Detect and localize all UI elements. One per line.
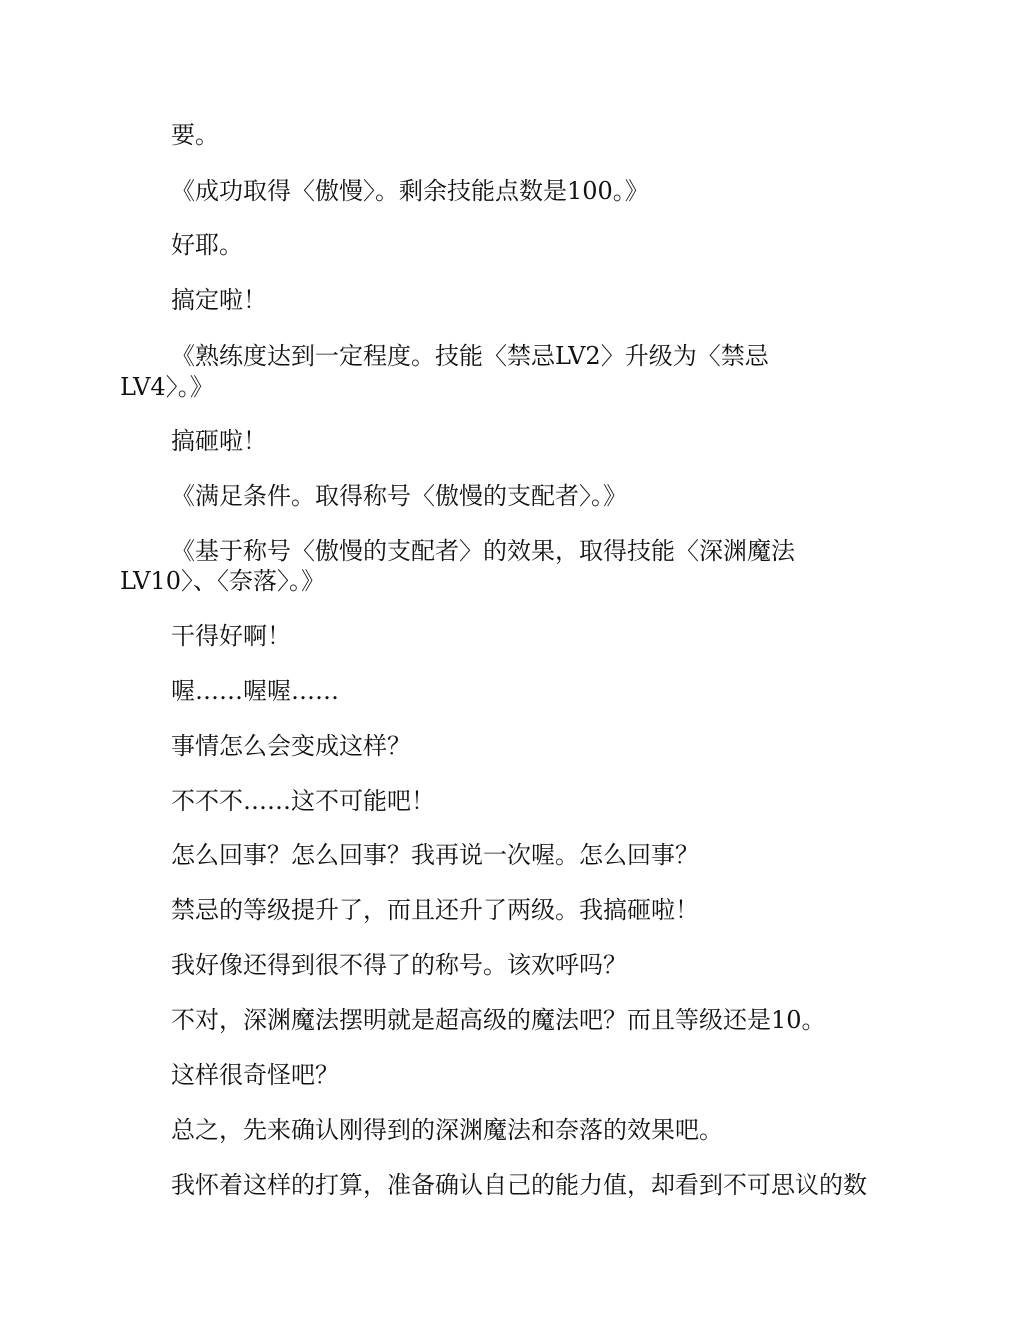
text-line: 不对，深渊魔法摆明就是超高级的魔法吧？而且等级还是10。 [171,1006,826,1034]
text-line: 我好像还得到很不得了的称号。该欢呼吗？ [171,951,627,979]
text-line: 搞定啦！ [171,286,267,314]
text-line: 不不不……这不可能吧！ [171,787,435,815]
text-line: 我怀着这样的打算，准备确认自己的能力值，却看到不可思议的数 [171,1171,867,1199]
text-line: 好耶。 [171,231,243,259]
text-line: 《熟练度达到一定程度。技能〈禁忌LV2〉升级为〈禁忌 [171,342,769,370]
text-line: 搞砸啦！ [171,427,267,455]
text-line: 事情怎么会变成这样？ [171,732,411,760]
text-line: 喔……喔喔…… [171,677,339,705]
text-line: 要。 [171,121,219,149]
text-line: 禁忌的等级提升了，而且还升了两级。我搞砸啦！ [171,896,699,924]
text-line: 这样很奇怪吧？ [171,1061,339,1089]
text-line: 《成功取得〈傲慢〉。剩余技能点数是100。》 [171,177,649,205]
text-line: 总之，先来确认刚得到的深渊魔法和奈落的效果吧。 [171,1116,723,1144]
text-line: 《满足条件。取得称号〈傲慢的支配者〉。》 [171,482,627,510]
text-line: 《基于称号〈傲慢的支配者〉的效果，取得技能〈深渊魔法 [171,537,795,565]
text-line: 怎么回事？怎么回事？我再说一次喔。怎么回事？ [171,841,699,869]
text-line-continuation: LV10〉、〈奈落〉。》 [120,567,325,595]
text-line-continuation: LV4〉。》 [120,373,214,401]
text-line: 干得好啊！ [171,622,291,650]
